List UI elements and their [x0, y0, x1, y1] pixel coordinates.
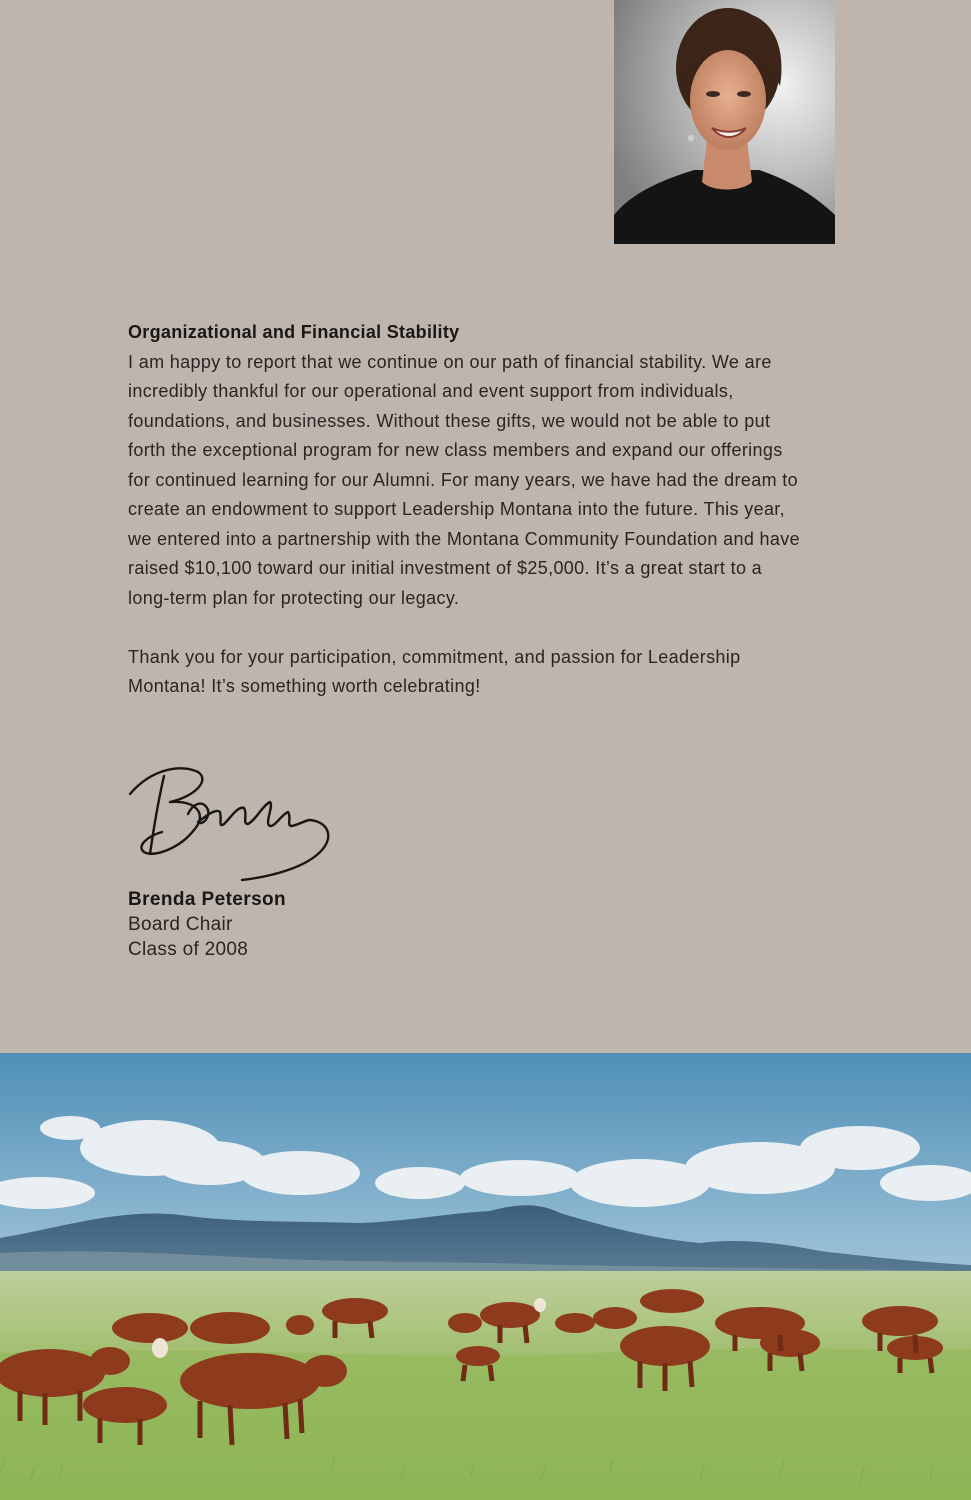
handwritten-signature [124, 762, 334, 884]
letter-paragraph: I am happy to report that we continue on our path of financial stability. We are incredibly thankful for our operational and event support from individuals, foundations, and businesses. Without these gifts, we would not be able to put forth the exceptional program for new class members and expand our offerings for continued learning for our Alumni. For many years, we have had the dream to create an endowment to support Leadership Montana into the future. This year, we entered into a partnership with the Montana Community Foundation and have raised $10,100 toward our initial investment of $25,000. It’s a great start to a long-term plan for protecting our legacy. [128, 351, 800, 608]
portrait-photo [614, 0, 835, 244]
signer-title: Board Chair [128, 914, 233, 935]
signer-block [128, 887, 286, 962]
landscape-photo [0, 1053, 971, 1500]
signer-class: Class of 2008 [128, 939, 249, 960]
section-heading: Organizational and Financial Stability [128, 322, 460, 342]
signer-name: Brenda Peterson [128, 889, 287, 910]
letter-paragraph: Thank you for your participation, commitment, and passion for Leadership Montana! It’s something worth celebrating! [128, 646, 741, 696]
letter-body [128, 318, 808, 702]
